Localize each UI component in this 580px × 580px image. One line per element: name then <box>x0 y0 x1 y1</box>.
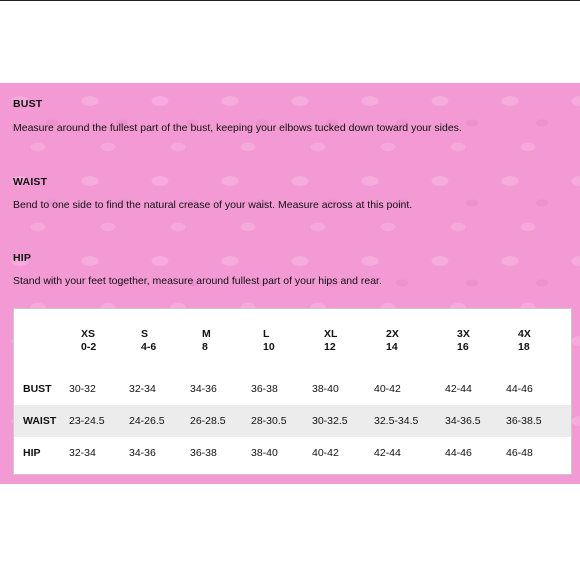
table-row <box>14 405 571 437</box>
size-label: XL <box>324 328 338 340</box>
size-label: 4X <box>518 328 531 340</box>
measurement-cell: 34-36 <box>190 383 217 395</box>
size-label: 2X <box>386 328 399 340</box>
size-number: 4-6 <box>141 341 157 353</box>
table-row <box>14 437 571 469</box>
measurement-cell: 40-42 <box>312 447 339 459</box>
size-label: S <box>141 328 149 340</box>
measurement-cell: 26-28.5 <box>190 415 226 427</box>
measurement-cell: 34-36.5 <box>445 415 481 427</box>
measurement-cell: 28-30.5 <box>251 415 287 427</box>
size-label: XS <box>81 328 96 340</box>
size-label: L <box>263 328 270 340</box>
hip-heading: HIP <box>13 252 32 264</box>
measurement-cell: 23-24.5 <box>69 415 105 427</box>
size-header <box>81 328 96 354</box>
size-header <box>457 328 470 354</box>
size-number: 10 <box>263 341 275 353</box>
measurement-cell: 24-26.5 <box>129 415 165 427</box>
size-number: 16 <box>457 341 469 353</box>
size-number: 8 <box>202 341 208 353</box>
size-header <box>141 328 156 354</box>
measurement-cell: 34-36 <box>129 447 156 459</box>
top-border-line <box>0 0 580 1</box>
measurement-cell: 40-42 <box>374 383 401 395</box>
measurement-cell: 32-34 <box>69 447 96 459</box>
size-label: M <box>202 328 211 340</box>
measurement-cell: 32-34 <box>129 383 156 395</box>
measurement-cell: 44-46 <box>445 447 472 459</box>
size-header <box>202 328 211 354</box>
size-header <box>518 328 531 354</box>
measurement-cell: 36-38.5 <box>506 415 542 427</box>
measurement-cell: 46-48 <box>506 447 533 459</box>
size-header <box>263 328 275 354</box>
measurement-cell: 44-46 <box>506 383 533 395</box>
measurement-cell: 42-44 <box>445 383 472 395</box>
waist-heading: WAIST <box>13 176 48 188</box>
row-label: BUST <box>23 383 52 395</box>
measurement-cell: 42-44 <box>374 447 401 459</box>
measurement-cell: 36-38 <box>251 383 278 395</box>
waist-description: Bend to one side to find the natural crease of your waist. Measure across at this point. <box>13 199 413 211</box>
size-number: 14 <box>386 341 398 353</box>
size-chart-table <box>13 308 572 475</box>
bust-heading: BUST <box>13 98 43 110</box>
measurement-cell: 38-40 <box>312 383 339 395</box>
row-label: HIP <box>23 447 41 459</box>
row-label: WAIST <box>23 415 57 427</box>
measurement-cell: 30-32 <box>69 383 96 395</box>
size-header <box>324 328 337 354</box>
size-header <box>386 328 399 354</box>
size-chart-grid <box>14 309 571 474</box>
bust-description: Measure around the fullest part of the bust, keeping your elbows tucked down toward your sides. <box>13 122 462 134</box>
table-row <box>14 373 571 405</box>
measurement-cell: 36-38 <box>190 447 217 459</box>
hip-description: Stand with your feet together, measure around fullest part of your hips and rear. <box>13 275 382 287</box>
measurement-cell: 32.5-34.5 <box>374 415 419 427</box>
size-number: 18 <box>518 341 530 353</box>
size-number: 0-2 <box>81 341 97 353</box>
measurement-cell: 38-40 <box>251 447 278 459</box>
measurement-cell: 30-32.5 <box>312 415 348 427</box>
size-number: 12 <box>324 341 336 353</box>
size-label: 3X <box>457 328 470 340</box>
